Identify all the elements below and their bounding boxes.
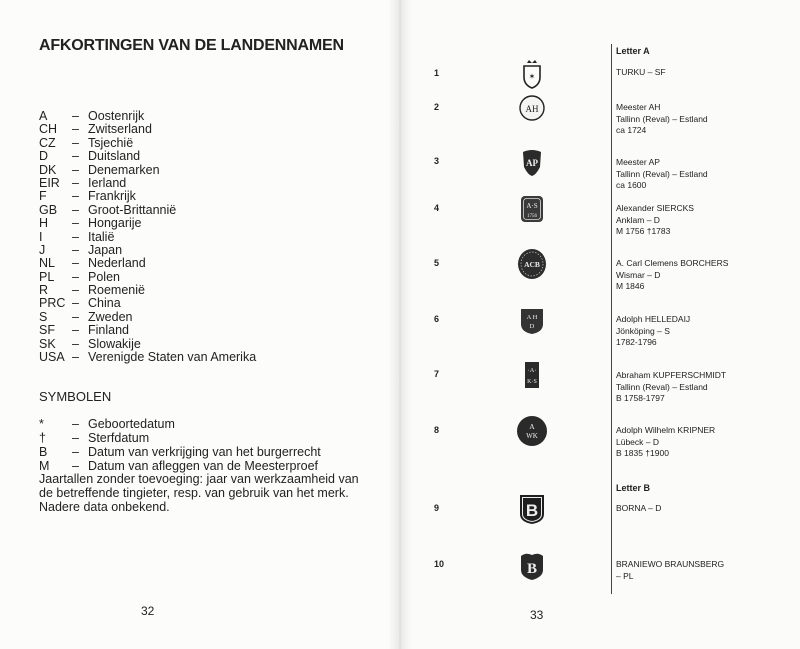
mark-label: A H <box>526 314 538 321</box>
entry-line: A. Carl Clemens BORCHERS <box>616 258 729 268</box>
mark-label: B <box>526 561 538 577</box>
entry-line: BRANIEWO BRAUNSBERG <box>616 559 725 569</box>
country-name: Tsjechië <box>88 135 134 150</box>
country-name: Japan <box>88 242 123 257</box>
pewter-mark-icon <box>516 492 548 526</box>
country-name: Groot-Brittannië <box>88 202 177 217</box>
entry-description <box>616 559 724 582</box>
entry-number: 8 <box>434 425 440 435</box>
dash: – <box>72 149 79 164</box>
mark-label: AH <box>525 104 539 114</box>
note-paragraph: Jaartallen zonder toevoeging: jaar van werkzaamheid van de betreffende tingieter, resp. van gebruik van het merk. Nadere data onbekend. <box>39 472 359 514</box>
entry-line: Adolph Wilhelm KRIPNER <box>616 425 716 435</box>
entry-number: 1 <box>434 68 440 78</box>
symbol-item <box>39 431 321 445</box>
country-code: I <box>39 229 43 244</box>
country-name: Polen <box>88 269 120 284</box>
entry-line: B 1758-1797 <box>616 393 665 403</box>
country-code: NL <box>39 256 55 271</box>
svg-text:✶: ✶ <box>528 72 536 81</box>
symbol-list <box>39 417 321 473</box>
dash: – <box>72 216 79 231</box>
entry-line: Anklam – D <box>616 214 660 225</box>
page-number-right: 33 <box>530 608 544 622</box>
dash: – <box>72 323 79 338</box>
country-item <box>39 110 256 123</box>
dash: – <box>72 229 79 244</box>
country-item <box>39 231 256 244</box>
country-code: D <box>39 149 49 164</box>
entry-description <box>616 425 715 460</box>
mark-entries <box>400 0 800 649</box>
dash: – <box>72 202 79 217</box>
pewter-mark-icon <box>516 414 548 448</box>
dash: – <box>72 256 79 271</box>
entry-description <box>616 314 690 349</box>
country-item <box>39 271 256 284</box>
country-name: Verenigde Staten van Amerika <box>88 350 257 365</box>
dash: – <box>72 122 79 137</box>
country-name: China <box>88 296 121 311</box>
country-name: Oostenrijk <box>88 109 145 123</box>
mark-label: A·S <box>526 202 538 210</box>
dash: – <box>72 417 79 431</box>
country-name: Zweden <box>88 309 133 324</box>
entry-line: M 1756 †1783 <box>616 226 671 236</box>
pewter-mark-icon <box>516 247 548 281</box>
country-item <box>39 351 256 364</box>
country-item <box>39 217 256 230</box>
country-item <box>39 204 256 217</box>
pewter-mark-icon <box>516 192 548 226</box>
country-code: J <box>39 242 46 257</box>
country-code: USA <box>39 350 65 365</box>
dash: – <box>72 283 79 298</box>
symbol-item <box>39 459 321 473</box>
country-code: R <box>39 283 49 298</box>
entry-number: 4 <box>434 203 440 213</box>
dash: – <box>72 445 79 459</box>
pewter-mark-icon <box>516 91 548 125</box>
country-code: PL <box>39 269 55 284</box>
entry-number: 10 <box>434 559 445 569</box>
entry-line: 1782-1796 <box>616 337 657 347</box>
country-name: Frankrijk <box>88 189 136 204</box>
dash: – <box>72 296 79 311</box>
dash: – <box>72 175 79 190</box>
pewter-mark-icon <box>516 57 548 91</box>
dash: – <box>72 162 79 177</box>
country-name: Finland <box>88 323 129 338</box>
country-name: Italië <box>88 229 115 244</box>
country-item <box>39 244 256 257</box>
entry-number: 3 <box>434 156 440 166</box>
country-name: Zwitserland <box>88 122 152 137</box>
entry-line: TURKU – SF <box>616 67 666 77</box>
country-item <box>39 150 256 163</box>
book-gutter <box>388 0 412 649</box>
country-name: Duitsland <box>88 149 141 164</box>
country-code: EIR <box>39 175 60 190</box>
country-item <box>39 137 256 150</box>
country-item <box>39 123 256 136</box>
mark-sublabel: D <box>529 323 535 330</box>
symbols-title: SYMBOLEN <box>39 389 112 404</box>
symbol-code: † <box>39 431 46 445</box>
dash: – <box>72 269 79 284</box>
mark-label: AP <box>526 158 538 168</box>
symbol-text: Datum van verkrijging van het burgerrecht <box>88 445 321 459</box>
entry-line: – PL <box>616 570 634 581</box>
mark-label: A <box>529 422 535 431</box>
page-number-left: 32 <box>141 604 155 618</box>
entry-line: B 1835 †1900 <box>616 448 669 458</box>
country-code: DK <box>39 162 57 177</box>
entry-description <box>616 102 708 137</box>
letter-b-heading: Letter B <box>616 483 651 493</box>
entry-line: Adolph HELLEDAIJ <box>616 314 691 324</box>
pewter-mark-icon <box>516 358 548 392</box>
entry-description <box>616 67 666 79</box>
entry-number: 6 <box>434 314 440 324</box>
entry-line: Alexander SIERCKS <box>616 203 694 213</box>
dash: – <box>72 350 79 365</box>
dash: – <box>72 309 79 324</box>
country-code: F <box>39 189 47 204</box>
entry-line: BORNA – D <box>616 503 662 513</box>
entry-line: Tallinn (Reval) – Estland <box>616 113 708 124</box>
country-code: S <box>39 309 48 324</box>
country-code: SK <box>39 336 56 351</box>
entry-line: ca 1724 <box>616 125 647 135</box>
pewter-mark-icon <box>516 145 548 179</box>
mark-label: ·A· <box>527 367 537 374</box>
dash: – <box>72 242 79 257</box>
entry-line: Meester AH <box>616 102 661 112</box>
country-item <box>39 257 256 270</box>
country-item <box>39 284 256 297</box>
dash: – <box>72 189 79 204</box>
symbol-code: M <box>39 459 50 473</box>
mark-sublabel: WK <box>526 432 538 440</box>
country-code: GB <box>39 202 58 217</box>
entry-number: 7 <box>434 369 440 379</box>
entry-line: Tallinn (Reval) – Estland <box>616 168 708 179</box>
entry-line: Abraham KUPFERSCHMIDT <box>616 370 727 380</box>
country-code: A <box>39 109 48 123</box>
entry-description <box>616 203 694 238</box>
country-item <box>39 297 256 310</box>
mark-label: ACB <box>524 260 540 269</box>
symbol-text: Datum van afleggen van de Meesterproef <box>88 459 318 473</box>
mark-sublabel: 1756 <box>527 214 537 219</box>
symbol-text: Geboortedatum <box>88 417 175 431</box>
country-name: Nederland <box>88 256 146 271</box>
symbol-item <box>39 445 321 459</box>
country-code: CH <box>39 122 58 137</box>
entry-number: 5 <box>434 258 440 268</box>
country-name: Slowakije <box>88 336 141 351</box>
dash: – <box>72 431 79 445</box>
country-code: SF <box>39 323 55 338</box>
entry-line: Meester AP <box>616 157 660 167</box>
entry-line: Wismar – D <box>616 269 661 280</box>
entry-description <box>616 258 728 293</box>
entry-line: M 1846 <box>616 281 645 291</box>
entry-description <box>616 370 726 405</box>
dash: – <box>72 135 79 150</box>
country-item <box>39 190 256 203</box>
page-title: AFKORTINGEN VAN DE LANDENNAMEN <box>39 37 344 54</box>
country-name: Roemenië <box>88 283 145 298</box>
country-code: PRC <box>39 296 66 311</box>
country-item <box>39 164 256 177</box>
country-item <box>39 324 256 337</box>
country-name: Ierland <box>88 175 127 190</box>
country-name: Denemarken <box>88 162 160 177</box>
pewter-mark-icon <box>516 548 548 582</box>
entry-number: 9 <box>434 503 440 513</box>
mark-sublabel: K·S <box>527 379 537 385</box>
country-code: CZ <box>39 135 56 150</box>
pewter-mark-icon <box>516 303 548 337</box>
entry-description <box>616 503 661 515</box>
dash: – <box>72 336 79 351</box>
entry-number: 2 <box>434 102 440 112</box>
symbol-text: Sterfdatum <box>88 431 150 445</box>
country-code: H <box>39 216 49 231</box>
mark-label: B <box>525 501 539 520</box>
country-abbreviation-list <box>39 110 256 364</box>
symbol-code: B <box>39 445 48 459</box>
country-item <box>39 311 256 324</box>
right-page <box>400 0 800 649</box>
country-name: Hongarije <box>88 216 142 231</box>
entry-line: ca 1600 <box>616 180 647 190</box>
entry-line: Jönköping – S <box>616 325 670 336</box>
dash: – <box>72 109 79 123</box>
dash: – <box>72 459 79 473</box>
entry-line: Lübeck – D <box>616 436 659 447</box>
letter-a-heading: Letter A <box>616 46 650 56</box>
symbol-code: * <box>39 417 44 431</box>
entry-description <box>616 157 708 192</box>
entry-line: Tallinn (Reval) – Estland <box>616 381 708 392</box>
country-item <box>39 177 256 190</box>
country-item <box>39 338 256 351</box>
symbol-item <box>39 417 321 431</box>
